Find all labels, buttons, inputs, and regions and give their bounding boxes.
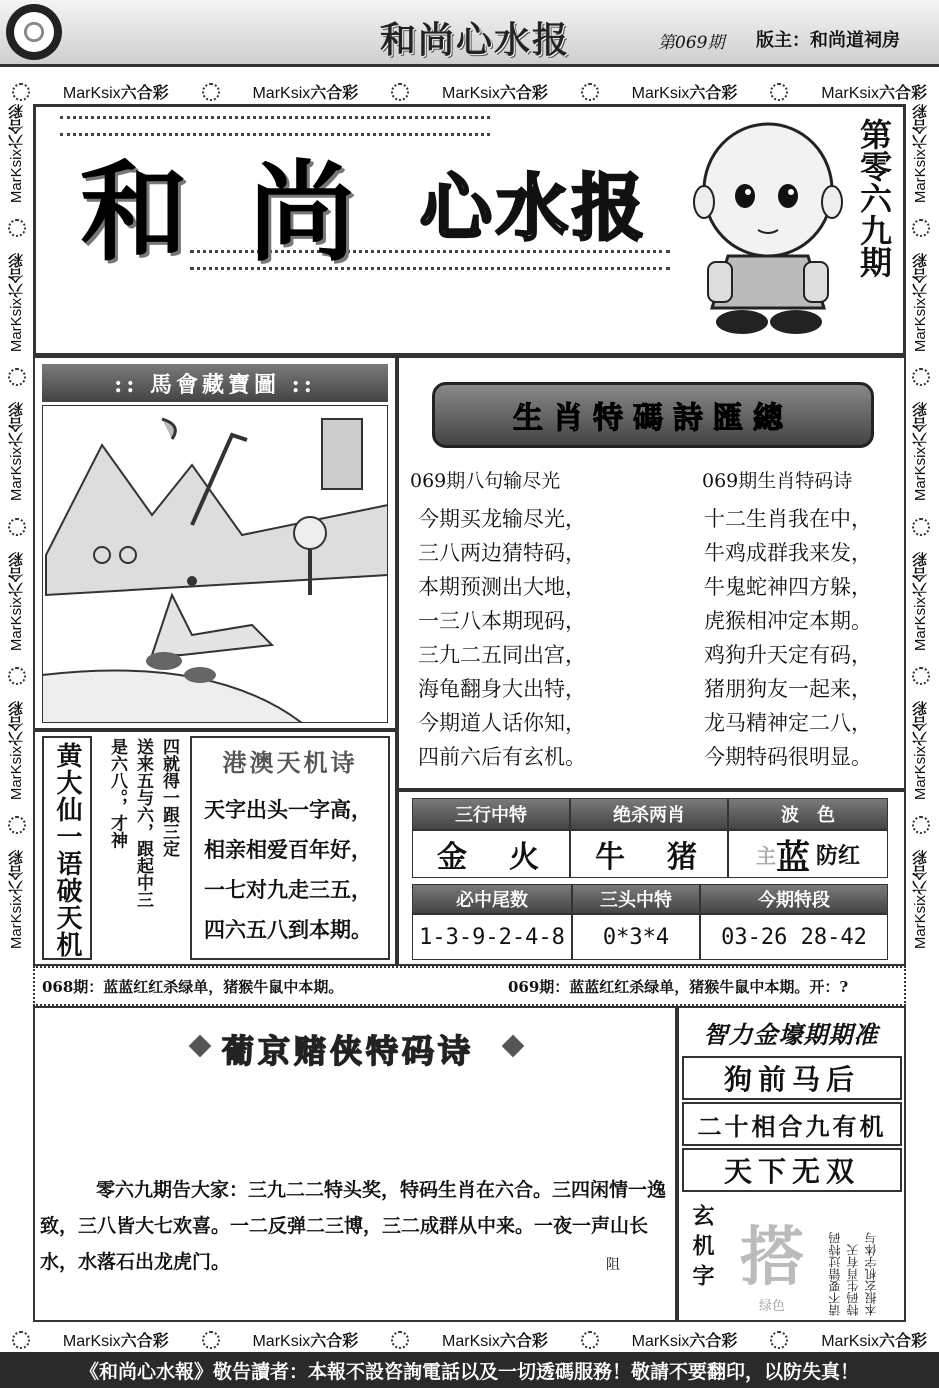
table-header: 波 色 (728, 798, 888, 830)
right-box-line: 二十相合九有机 (682, 1102, 902, 1146)
flower-icon (202, 83, 220, 101)
footer-text: 《和尚心水報》敬告讀者：本報不設咨詢電話以及一切透碼服務！敬請不要翻印，以防失真！ (79, 1360, 859, 1383)
mystery-note-line: 特码生肖有天 (846, 1244, 860, 1316)
poem-line: 三九二五同出宫， (418, 643, 586, 667)
poem-line: 今期道人话你知， (418, 711, 586, 735)
watermark: MarKsix六合彩 (442, 1333, 548, 1350)
flower-icon (12, 83, 30, 101)
watermark: MarKsix六合彩 (8, 402, 25, 502)
footer-bar (0, 1352, 939, 1388)
gambler-title: 葡京赌侠特码诗 (222, 1032, 475, 1070)
flower-icon (391, 83, 409, 101)
watermark: MarKsix六合彩 (8, 700, 25, 800)
watermark: MarKsix六合彩 (8, 104, 25, 204)
right-box-line: 狗前马后 (682, 1056, 902, 1100)
watermark: MarKsix六合彩 (912, 551, 929, 651)
right-box-header: 智力金壕期期准 (703, 1019, 879, 1049)
table-header: 绝杀两肖 (570, 798, 728, 830)
watermark: MarKsix六合彩 (62, 1333, 169, 1350)
flower-icon (8, 368, 26, 386)
watermark-row-bottom (12, 1328, 927, 1351)
poem-line: 虎猴相冲定本期。 (704, 609, 872, 633)
immortal-label: 黄大仙一语破天机 (52, 742, 82, 958)
poem-line: 三八两边猜特码， (418, 541, 586, 565)
flower-icon (581, 1331, 599, 1349)
poem-line: 猪朋狗友一起来， (704, 677, 872, 701)
gambler-text: 零六九期告大家：三九二二特头奖，特码生肖在六合。三四闲情一逸致，三八皆大七欢喜。一二反弹二三博，三二成群从中来。一夜一声山长水，水落石出龙虎门。 (40, 1179, 667, 1273)
watermark: MarKsix六合彩 (8, 551, 25, 651)
mystery-char: 搭 (740, 1220, 804, 1295)
mystery-label: 玄机字 (689, 1204, 715, 1294)
table-cell-tails: 1-3-9-2-4-8 (412, 914, 572, 960)
watermark: MarKsix六合彩 (821, 1333, 927, 1350)
immortal-text (98, 738, 182, 958)
treasure-title: :: 馬會藏寶圖 :: (42, 364, 388, 402)
watermark: MarKsix六合彩 (62, 85, 169, 102)
watermark: MarKsix六合彩 (821, 85, 927, 102)
poem-line: 牛鬼蛇神四方躲， (704, 575, 872, 599)
flower-icon (770, 83, 788, 101)
flower-icon (8, 518, 26, 536)
treasure-map-image (42, 405, 388, 723)
watermark: MarKsix六合彩 (8, 849, 25, 950)
header-editor: 版主：和尚道祠房 (756, 30, 900, 51)
poem-line: 今期特码很明显。 (704, 745, 872, 769)
hk-poem-title: 港澳天机诗 (222, 747, 358, 777)
poem-line: 一三八本期现码， (418, 609, 586, 633)
hk-poem-line: 天字出头一字高， (204, 797, 372, 822)
hk-poem-line: 一七对九走三五， (204, 877, 372, 902)
hk-poem-line: 相亲相爱百年好， (204, 837, 372, 862)
table-cell-elements: 金 火 (412, 830, 570, 878)
summary-title-plate (432, 382, 874, 448)
watermark: MarKsix六合彩 (8, 253, 25, 353)
bauhinia-logo-icon (6, 4, 62, 60)
flower-icon (912, 518, 930, 536)
summary-left-title: 069期八句输尽光 (410, 470, 561, 492)
poem-line: 牛鸡成群我来发， (704, 541, 872, 565)
mystery-note (826, 1200, 880, 1316)
table-cell-kill: 牛 猪 (570, 830, 728, 878)
flower-icon (770, 1331, 788, 1349)
flower-icon (12, 1331, 30, 1349)
watermark: MarKsix六合彩 (252, 85, 359, 102)
watermark: MarKsix六合彩 (912, 700, 929, 800)
flower-icon (912, 816, 930, 834)
watermark: MarKsix六合彩 (252, 1333, 359, 1350)
poem-line: 十二生肖我在中， (704, 507, 872, 531)
poem-line: 今期买龙输尽光， (418, 507, 586, 531)
flower-icon (912, 368, 930, 386)
results-prev: 068期：蓝蓝红红杀绿单，猪猴牛鼠中本期。 (42, 978, 344, 996)
watermark-col-left (6, 104, 27, 1324)
mystery-note-line: 本报玄机字体与 (864, 1232, 878, 1316)
table-header: 今期特段 (700, 884, 888, 914)
watermark: MarKsix六合彩 (631, 85, 738, 102)
watermark: MarKsix六合彩 (912, 253, 929, 353)
wave-main: 蓝 (775, 837, 810, 878)
poem-line: 鸡狗升天定有码， (704, 643, 872, 667)
flower-icon (912, 219, 930, 237)
summary-title: 生肖特碼詩匯總 (513, 401, 793, 436)
table-cell-heads: 0*3*4 (572, 914, 700, 960)
flower-icon (581, 83, 599, 101)
results-curr: 069期：蓝蓝红红杀绿单，猪猴牛鼠中本期。开：? (508, 978, 849, 996)
mystery-note-line: 请不要错过特码 (828, 1232, 842, 1316)
watermark: MarKsix六合彩 (442, 85, 548, 102)
watermark-row-top (12, 80, 927, 103)
immortal-line: 是六八。 (107, 738, 127, 798)
wave-guard: 防红 (815, 842, 860, 869)
flower-icon (8, 219, 26, 237)
poem-line: 四前六后有玄机。 (418, 745, 586, 769)
poem-line: 龙马精神定二八， (704, 711, 872, 735)
right-box-line: 天下无双 (682, 1148, 902, 1192)
immortal-line: 送来五与六，跟起中三 (133, 738, 153, 908)
masthead-side-issue: 第零六九期 (855, 118, 893, 278)
watermark: MarKsix六合彩 (912, 104, 929, 204)
table-cell-wave (728, 830, 888, 878)
table-header: 三行中特 (412, 798, 570, 830)
summary-left-poem (418, 502, 586, 774)
table-header: 必中尾数 (412, 884, 572, 914)
hk-poem-line: 四六五八到本期。 (204, 917, 372, 942)
table-cell-segment: 03-26 28-42 (700, 914, 888, 960)
masthead-title-sub: 心水报 (420, 165, 649, 250)
header-issue: 第069期 (658, 33, 725, 53)
flower-icon (8, 816, 26, 834)
poem-line: 海龟翻身大出特， (418, 677, 586, 701)
watermark: MarKsix六合彩 (631, 1333, 738, 1350)
mystery-char-sub: 绿色 (758, 1298, 785, 1314)
summary-right-poem (704, 502, 872, 774)
wave-main-label: 主 (755, 843, 776, 868)
flower-icon (391, 1331, 409, 1349)
table-header: 三头中特 (572, 884, 700, 914)
hk-poem-lines (204, 790, 372, 950)
poem-line: 本期预测出大地， (418, 575, 586, 599)
stray-char: 阻 (606, 1257, 620, 1273)
header-title: 和尚心水报 (380, 19, 571, 61)
watermark: MarKsix六合彩 (912, 849, 929, 950)
masthead-title-main: 和尚 (80, 150, 417, 276)
flower-icon (912, 667, 930, 685)
flower-icon (8, 667, 26, 685)
immortal-tail: ，才神 (107, 797, 127, 849)
watermark-col-right (910, 104, 931, 1324)
monk-illustration (690, 112, 850, 342)
summary-right-title: 069期生肖特码诗 (702, 470, 853, 492)
prediction-table-2 (412, 884, 888, 960)
immortal-line: 四就得一跟三定 (159, 738, 179, 857)
flower-icon (202, 1331, 220, 1349)
watermark: MarKsix六合彩 (912, 402, 929, 502)
prediction-table-1 (412, 798, 888, 878)
